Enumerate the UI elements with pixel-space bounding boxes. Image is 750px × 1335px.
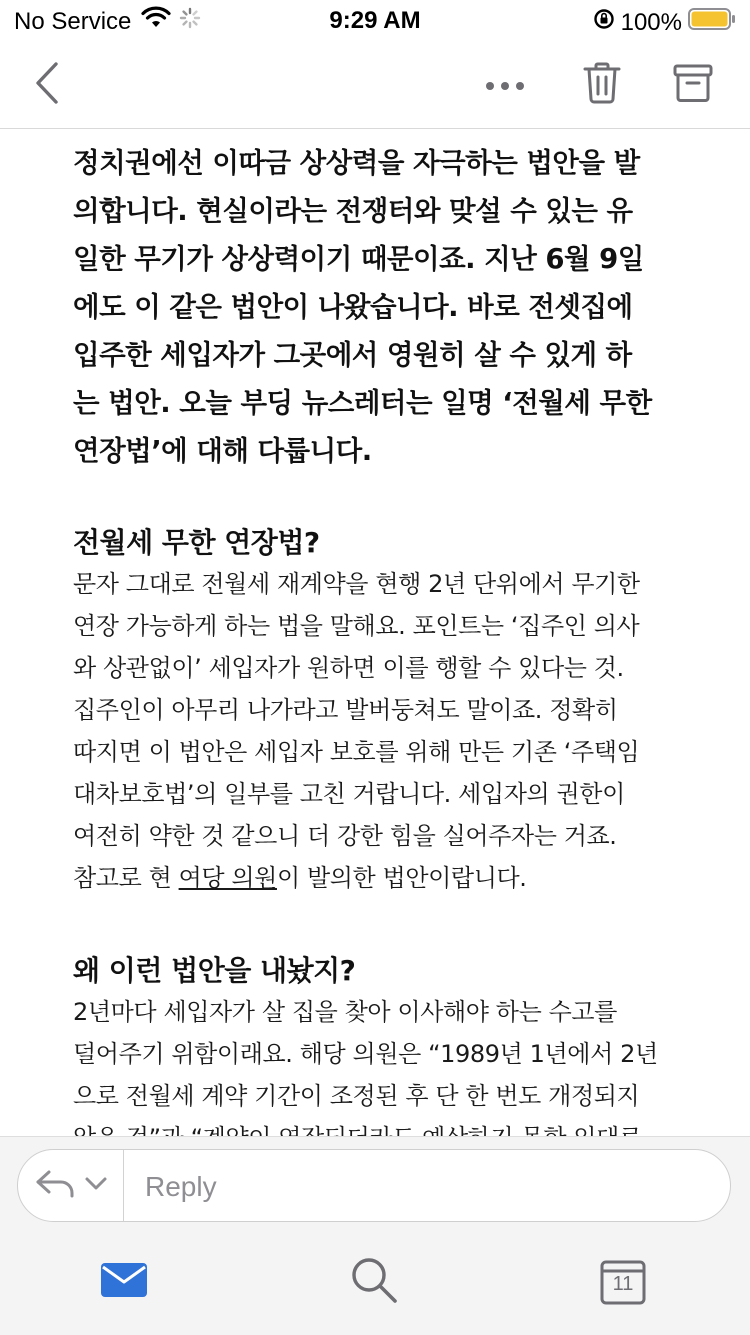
section-paragraph — [73, 991, 683, 1159]
party-member-link[interactable]: 여당 의원 — [178, 864, 277, 892]
search-icon — [350, 1256, 398, 1308]
tab-search[interactable] — [344, 1252, 404, 1312]
orientation-lock-icon — [593, 8, 615, 37]
calendar-icon — [600, 1259, 646, 1305]
body-line: 연장 가능하게 하는 법을 말해요. 포인트는 ‘집주인 의사 — [73, 612, 640, 640]
body-text: 참고로 현 — [73, 864, 179, 892]
lead-line: 는 법안. 오늘 부딩 뉴스레터는 일명 ‘전월세 무한 — [73, 387, 652, 419]
archive-button[interactable] — [668, 60, 718, 110]
reply-bar — [17, 1149, 731, 1222]
ellipsis-icon — [485, 76, 525, 95]
battery-icon — [688, 7, 736, 38]
archive-icon — [673, 63, 713, 107]
body-line — [73, 857, 683, 899]
nav-bar — [0, 40, 750, 129]
body-line: 으로 전월세 계약 기간이 조정된 후 단 한 번도 개정되지 — [73, 1082, 640, 1110]
tab-calendar[interactable] — [593, 1252, 653, 1312]
trash-icon — [583, 62, 621, 108]
calendar-day: 11 — [612, 1273, 634, 1295]
reply-options-button[interactable] — [18, 1150, 123, 1221]
status-time: 9:29 AM — [329, 7, 421, 34]
tab-mail[interactable] — [94, 1252, 154, 1312]
lead-line: 연장법’에 대해 다룹니다. — [73, 435, 372, 467]
reply-input[interactable] — [143, 1150, 707, 1223]
body-line: 여전히 약한 것 같으니 더 강한 힘을 실어주자는 거죠. — [73, 822, 617, 850]
body-line: 덜어주기 위함이래요. 해당 의원은 “1989년 1년에서 2년 — [73, 1040, 658, 1068]
chevron-left-icon — [32, 61, 62, 109]
status-bar — [0, 0, 750, 40]
back-button[interactable] — [22, 60, 72, 110]
lead-line: 정치권에선 이따금 상상력을 자극하는 법안을 발 — [73, 147, 640, 179]
section-paragraph — [73, 563, 683, 899]
delete-button[interactable] — [577, 60, 627, 110]
section-heading: 전월세 무한 연장법? — [73, 526, 320, 559]
battery-percent: 100% — [620, 8, 682, 36]
mail-icon — [100, 1262, 148, 1302]
lead-line: 일한 무기가 상상력이기 때문이죠. 지난 6월 9일 — [73, 243, 644, 275]
body-text: 이 발의한 법안이랍니다. — [276, 864, 527, 892]
lead-line: 에도 이 같은 법안이 나왔습니다. 바로 전셋집에 — [73, 291, 633, 323]
lead-line: 의합니다. 현실이라는 전쟁터와 맞설 수 있는 유 — [73, 195, 633, 227]
body-line: 와 상관없이’ 세입자가 원하면 이를 행할 수 있다는 것. — [73, 654, 624, 682]
body-line: 2년마다 세입자가 살 집을 찾아 이사해야 하는 수고를 — [73, 998, 617, 1026]
bottom-toolbar — [0, 1136, 750, 1335]
body-line: 문자 그대로 전월세 재계약을 현행 2년 단위에서 무기한 — [73, 570, 640, 598]
status-right — [593, 7, 736, 38]
more-button[interactable] — [480, 60, 530, 110]
article — [73, 139, 683, 1159]
body-line: 대차보호법’의 일부를 고친 거랍니다. 세입자의 권한이 — [73, 780, 625, 808]
chevron-down-icon — [85, 1176, 107, 1195]
body-line: 집주인이 아무리 나가라고 발버둥쳐도 말이죠. 정확히 — [73, 696, 618, 724]
body-line: 따지면 이 법안은 세입자 보호를 위해 만든 기존 ‘주택임 — [73, 738, 640, 766]
section-heading: 왜 이런 법안을 내놨지? — [73, 954, 356, 987]
reply-divider — [123, 1150, 124, 1221]
lead-paragraph — [73, 139, 683, 475]
carrier-label: No Service — [14, 7, 132, 35]
email-body — [0, 129, 750, 1135]
reply-icon — [35, 1169, 79, 1203]
lead-line: 입주한 세입자가 그곳에서 영원히 살 수 있게 하 — [73, 339, 632, 371]
